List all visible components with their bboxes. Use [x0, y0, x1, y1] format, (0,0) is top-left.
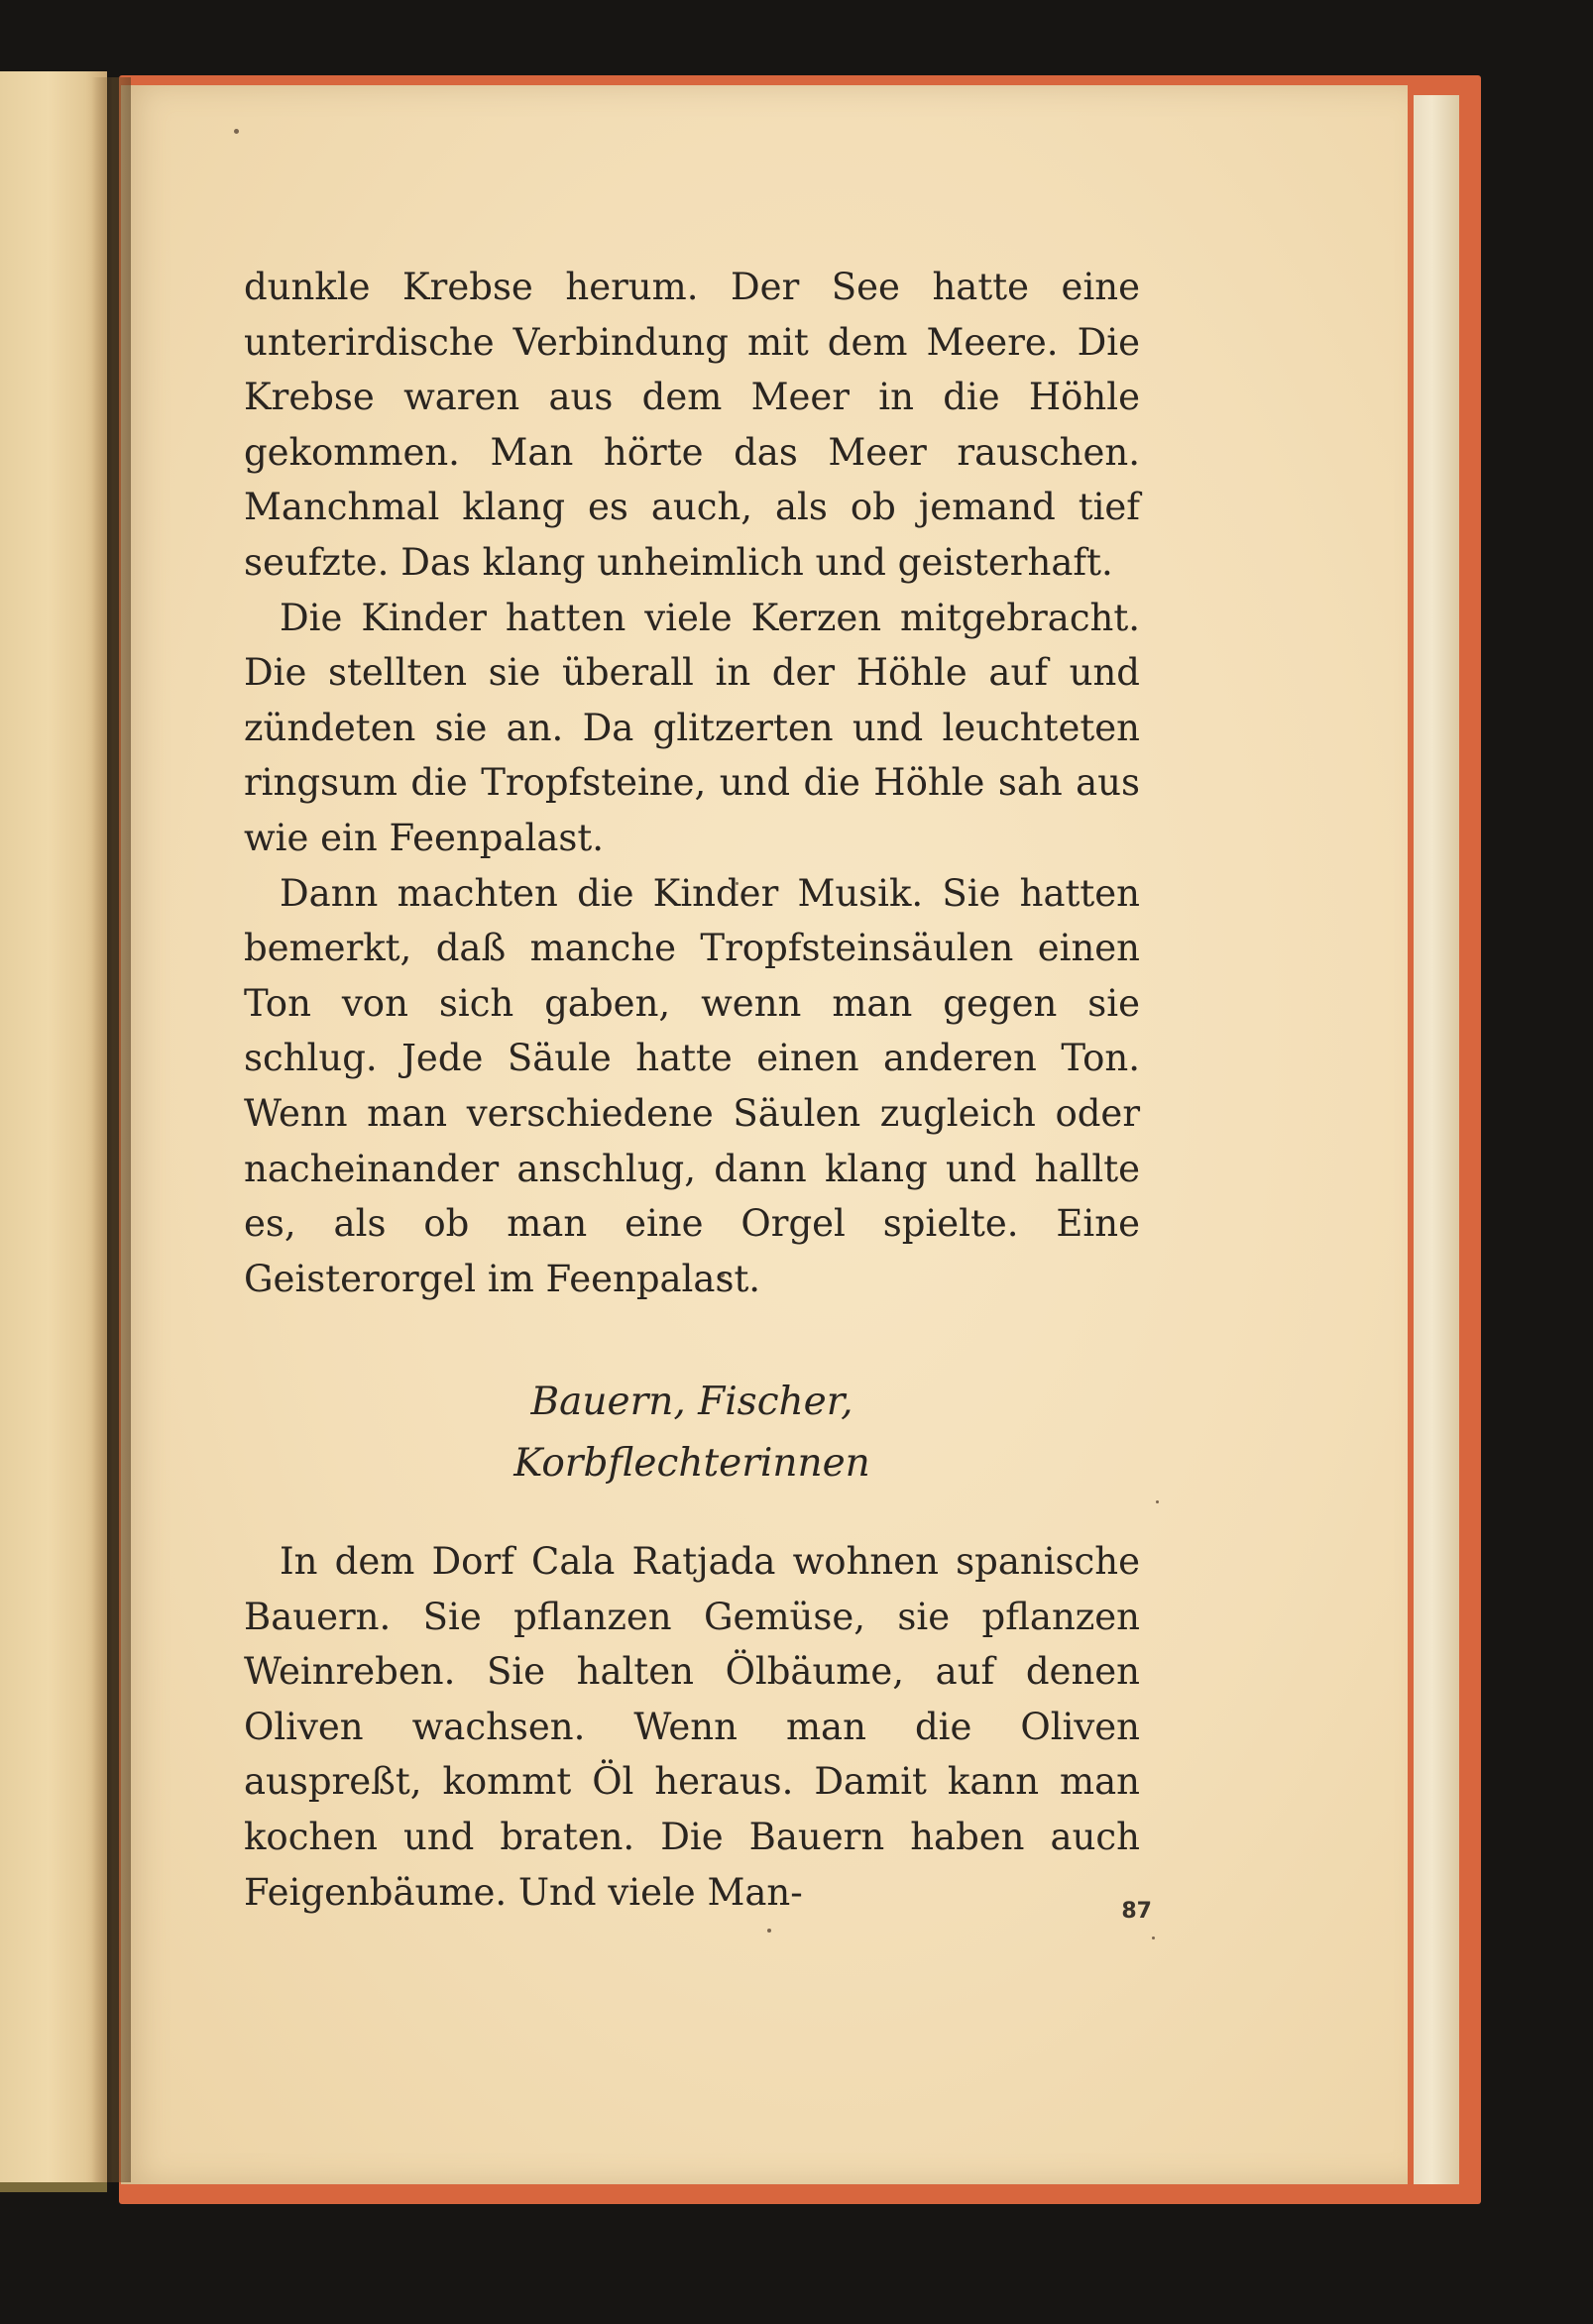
body-text-bottom — [244, 1534, 1140, 1920]
page-number: 87 — [1121, 1899, 1152, 1924]
section-heading-line: Bauern, Fischer, — [530, 1380, 853, 1424]
paragraph: In dem Dorf Cala Ratjada wohnen spanische Bauern. Sie pflanzen Gemüse, sie pflanzen Weinreben. Sie halten Ölbäume, auf denen Oliven wachsen. Wenn man die Oliven auspreßt, kommt Öl heraus. Damit kann man kochen und braten. Die Bauern haben auch Feigenbäume. Und viele Man- — [244, 1540, 1140, 1914]
section-heading-line: Korbflechterinnen — [513, 1441, 870, 1486]
gutter-shadow — [91, 77, 131, 2182]
section-heading — [244, 1372, 1140, 1494]
paragraph: Dann machten die Kinder Musik. Sie hatten bemerkt, daß manche Tropfsteinsäulen einen Ton von sich gaben, wenn man gegen sie schlug. Jede Säule hatte einen anderen Ton. Wenn man verschiedene Säulen zugleich oder nacheinander anschlug, dann klang und hallte es, als ob man eine Orgel spielte. Eine Geisterorgel im Feenpalast. — [244, 871, 1140, 1300]
paragraph: dunkle Krebse herum. Der See hatte eine unterirdische Verbindung mit dem Meere. Die Krebse waren aus dem Meer in die Höhle gekommen. Man hörte das Meer rauschen. Manchmal klang es auch, als ob jemand tief seufzte. Das klang unheimlich und geisterhaft. — [244, 266, 1140, 584]
page-block-edge — [1414, 95, 1459, 2184]
paragraph: Die Kinder hatten viele Kerzen mitgebracht. Die stellten sie überall in der Höhle auf und zündeten sie an. Da glitzerten und leuchteten ringsum die Tropfsteine, und die Höhle sah aus wie ein Feenpalast. — [244, 596, 1140, 859]
body-text-top — [244, 260, 1140, 1306]
